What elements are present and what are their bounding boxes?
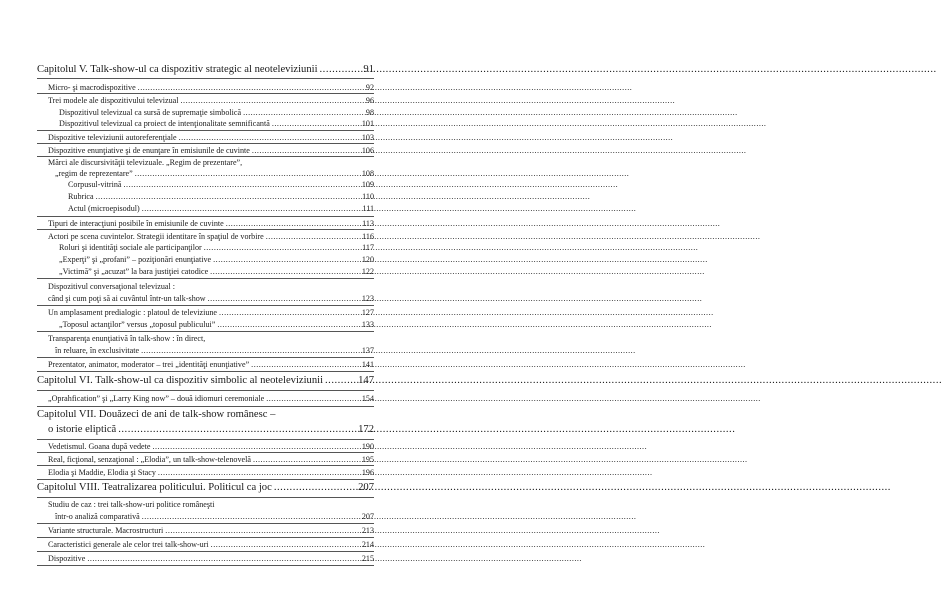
dot-leader <box>118 424 356 435</box>
entry-title: Variante structurale. Macrostructuri <box>48 526 164 535</box>
toc-entry <box>48 133 374 142</box>
toc-entry <box>59 119 374 128</box>
separator-line <box>37 78 374 79</box>
dot-leader <box>213 255 360 264</box>
toc-entry <box>48 146 374 155</box>
entry-title: Dispozitive <box>48 554 86 563</box>
page-number: 103 <box>361 133 374 142</box>
toc-entry <box>48 219 374 228</box>
page-number: 154 <box>361 394 374 403</box>
page-number: 108 <box>361 169 374 178</box>
page-number: 120 <box>361 255 374 264</box>
page-number: 96 <box>365 96 374 105</box>
entry-title: Micro- şi macrodispozitive <box>48 83 136 92</box>
toc-entry <box>48 455 374 464</box>
entry-title: Caracteristici generale ale celor trei talk-show-uri <box>48 540 209 549</box>
page-number: 109 <box>361 180 374 189</box>
separator-line <box>37 479 374 480</box>
toc-entry <box>48 540 374 549</box>
separator-line <box>37 216 374 217</box>
entry-title: Dispozitivul televizual ca proiect de intenţionalitate semnificantă <box>59 119 270 128</box>
toc-entry <box>48 308 374 317</box>
dot-leader <box>204 243 360 252</box>
dot-leader <box>210 267 360 276</box>
entry-title: când şi cum poţi să ai cuvântul într-un talk-show <box>48 294 206 303</box>
entry-title: Prezentator, animator, moderator – trei „identităţi enunţiative” <box>48 360 250 369</box>
page-number: 141 <box>361 360 374 369</box>
page-number: 101 <box>361 119 374 128</box>
table-of-contents <box>0 0 409 606</box>
toc-entry-heading: Transparenţa enunţiativă în talk-show : în direct, <box>48 334 206 343</box>
separator-line <box>37 439 374 440</box>
page-number: 113 <box>362 219 374 228</box>
page-number: 207 <box>358 482 374 493</box>
dot-leader <box>87 554 360 563</box>
page-number: 92 <box>365 83 374 92</box>
separator-line <box>37 551 374 552</box>
separator-line <box>37 465 374 466</box>
separator-line <box>37 523 374 524</box>
entry-title: Capitolul V. Talk-show-ul ca dispozitiv strategic al neoteleviziunii <box>37 64 318 75</box>
toc-entry <box>48 96 374 105</box>
entry-title: Rubrica <box>68 192 94 201</box>
separator-line <box>37 406 374 407</box>
dot-leader <box>181 96 364 105</box>
toc-entry <box>37 482 374 493</box>
page-number: 214 <box>361 540 374 549</box>
entry-title: Corpusul-vitrină <box>68 180 122 189</box>
entry-title: „Experţi” şi „profani” – poziţionări enunţiative <box>59 255 212 264</box>
separator-line <box>37 331 374 332</box>
toc-entry <box>55 346 374 355</box>
separator-line <box>37 390 374 391</box>
separator-line <box>37 371 374 372</box>
page-number: 147 <box>358 375 374 386</box>
dot-leader <box>142 204 361 213</box>
dot-leader <box>142 512 360 521</box>
dot-leader <box>165 526 360 535</box>
separator-line <box>37 93 374 94</box>
page-number: 110 <box>362 192 374 201</box>
toc-entry <box>48 526 374 535</box>
separator-line <box>37 229 374 230</box>
toc-entry <box>48 554 374 563</box>
page-number: 106 <box>361 146 374 155</box>
toc-entry-heading: Dispozitivul conversaţional televizual : <box>48 282 175 291</box>
dot-leader <box>208 294 360 303</box>
separator-line <box>37 452 374 453</box>
toc-entry <box>68 192 374 201</box>
entry-title: Un amplasament predialogic : platoul de televiziune <box>48 308 218 317</box>
separator-line <box>37 565 374 566</box>
toc-entry-heading: Studiu de caz : trei talk-show-uri politice româneşti <box>48 500 215 509</box>
entry-title: în reluare, în exclusivitate <box>55 346 140 355</box>
dot-leader <box>243 108 364 117</box>
entry-title: „regim de reprezentare” <box>55 169 133 178</box>
entry-title: Capitolul VIII. Teatralizarea politicului. Politicul ca joc <box>37 482 272 493</box>
entry-title: o istorie eliptică <box>48 424 117 435</box>
page-number: 215 <box>361 554 374 563</box>
toc-entry <box>59 108 374 117</box>
toc-chapter-heading: Capitolul VII. Douăzeci de ani de talk-show românesc – <box>37 409 276 420</box>
dot-leader <box>153 442 360 451</box>
dot-leader <box>219 308 360 317</box>
dot-leader <box>266 394 360 403</box>
page-number: 91 <box>363 64 374 75</box>
page-number: 123 <box>361 294 374 303</box>
entry-title: Dispozitive enunţiative şi de enunţare în emisiunile de cuvinte <box>48 146 250 155</box>
page-number: 196 <box>361 468 374 477</box>
page-number: 116 <box>362 232 374 241</box>
dot-leader <box>272 119 360 128</box>
entry-title: Dispozitive televiziunii autoreferenţiale <box>48 133 177 142</box>
entry-title: Dispozitivul televizual ca sursă de supremaţie simbolică <box>59 108 242 117</box>
entry-title: „Victimă” şi „acuzat” la bara justiţiei catodice <box>59 267 209 276</box>
toc-entry <box>48 360 374 369</box>
dot-leader <box>217 320 360 329</box>
dot-leader <box>274 482 356 493</box>
toc-entry <box>59 267 374 276</box>
dot-leader <box>252 146 360 155</box>
separator-line <box>37 278 374 279</box>
dot-leader <box>251 360 360 369</box>
entry-title: Real, ficţional, senzaţional : „Elodia”, un talk-show-telenovelă <box>48 455 251 464</box>
entry-title: Trei modele ale dispozitivului televizual <box>48 96 179 105</box>
toc-entry <box>68 204 374 213</box>
dot-leader <box>179 133 360 142</box>
page-number: 172 <box>358 424 374 435</box>
toc-entry <box>48 424 374 435</box>
separator-line <box>37 537 374 538</box>
page-number: 137 <box>361 346 374 355</box>
page-number: 122 <box>361 267 374 276</box>
toc-entry <box>59 243 374 252</box>
toc-entry <box>48 83 374 92</box>
dot-leader <box>253 455 360 464</box>
separator-line <box>37 305 374 306</box>
toc-entry <box>48 232 374 241</box>
dot-leader <box>226 219 360 228</box>
entry-title: Roluri şi identităţi sociale ale participanţilor <box>59 243 202 252</box>
dot-leader <box>141 346 360 355</box>
entry-title: Vedetismul. Goana după vedete <box>48 442 151 451</box>
dot-leader <box>266 232 360 241</box>
dot-leader <box>138 83 364 92</box>
toc-entry <box>48 442 374 451</box>
toc-entry <box>37 375 374 386</box>
page-number: 213 <box>361 526 374 535</box>
dot-leader <box>158 468 360 477</box>
page-number: 195 <box>361 455 374 464</box>
page-number: 111 <box>362 204 374 213</box>
separator-line <box>37 130 374 131</box>
entry-title: „Toposul actanţilor” versus „toposul publicului” <box>59 320 216 329</box>
dot-leader <box>124 180 360 189</box>
toc-entry <box>55 169 374 178</box>
dot-leader <box>320 64 362 75</box>
dot-leader <box>211 540 360 549</box>
toc-entry <box>59 255 374 264</box>
entry-title: Actul (microepisodul) <box>68 204 140 213</box>
toc-entry <box>48 294 374 303</box>
toc-entry <box>68 180 374 189</box>
toc-entry <box>59 320 374 329</box>
entry-title: „Oprahfication” şi „Larry King now” – două idiomuri ceremoniale <box>48 394 265 403</box>
dot-leader <box>325 375 356 386</box>
entry-title: Elodia şi Maddie, Elodia şi Stacy <box>48 468 156 477</box>
entry-title: într-o analiză comparativă <box>55 512 140 521</box>
separator-line <box>37 156 374 157</box>
entry-title: Actori pe scena cuvintelor. Strategii identitare în spaţiul de vorbire <box>48 232 264 241</box>
separator-line <box>37 497 374 498</box>
toc-entry <box>48 468 374 477</box>
separator-line <box>37 357 374 358</box>
dot-leader <box>135 169 360 178</box>
toc-entry-heading: Mărci ale discursivităţii televizuale. „Regim de prezentare”, <box>48 158 243 167</box>
toc-entry <box>55 512 374 521</box>
page-number: 207 <box>361 512 374 521</box>
toc-entry <box>48 394 374 403</box>
toc-entry <box>37 64 374 75</box>
page-number: 117 <box>362 243 374 252</box>
page-number: 98 <box>365 108 374 117</box>
page-number: 133 <box>361 320 374 329</box>
entry-title: Tipuri de interacţiuni posibile în emisiunile de cuvinte <box>48 219 224 228</box>
page-number: 127 <box>361 308 374 317</box>
separator-line <box>37 143 374 144</box>
dot-leader <box>96 192 361 201</box>
entry-title: Capitolul VI. Talk-show-ul ca dispozitiv simbolic al neoteleviziunii <box>37 375 324 386</box>
page-number: 190 <box>361 442 374 451</box>
